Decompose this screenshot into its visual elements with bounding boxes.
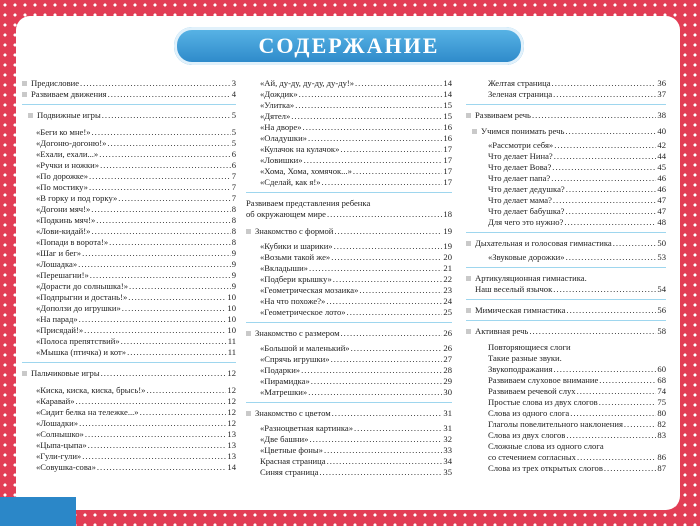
toc-entry[interactable]: «Геометрическая мозаика» ..... 23	[246, 285, 452, 296]
toc-entry[interactable]: «Подбери крышку» ..... 22	[246, 274, 452, 285]
toc-entry[interactable]: Слова из одного слога ..... 80	[466, 408, 666, 419]
toc-entry[interactable]: Что делает бабушка? ..... 47	[466, 206, 666, 217]
toc-entry[interactable]: «Лови-кидай!» ..... 8	[22, 226, 236, 237]
toc-entry[interactable]: «Большой и маленький» ..... 26	[246, 343, 452, 354]
divider	[246, 402, 452, 403]
toc-entry[interactable]: «Звуковые дорожки» ..... 53	[466, 252, 666, 263]
toc-column-3	[466, 78, 666, 474]
toc-entry[interactable]: Знакомство с формой ..... 19	[246, 226, 452, 237]
toc-column-2	[246, 78, 452, 478]
toc-entry[interactable]: «Подпрыгни и достань!» ..... 10	[22, 292, 236, 303]
toc-entry[interactable]: Знакомство с размером ..... 26	[246, 328, 452, 339]
toc-entry[interactable]: «Солнышко» ..... 13	[22, 429, 236, 440]
toc-entry[interactable]: «Ловишки» ..... 17	[246, 155, 452, 166]
toc-entry[interactable]: «Лошадка» ..... 9	[22, 259, 236, 270]
toc-entry[interactable]: Красная страница ..... 34	[246, 456, 452, 467]
toc-group	[246, 328, 452, 398]
toc-entry[interactable]: «На дворе» ..... 16	[246, 122, 452, 133]
divider	[466, 267, 666, 268]
toc-entry-line1[interactable]: Такие разные звуки.	[488, 353, 562, 363]
toc-entry[interactable]: «Гули-гули» ..... 13	[22, 451, 236, 462]
corner-bar	[0, 497, 76, 526]
toc-entry[interactable]: «Рассмотри себя» ..... 42	[466, 140, 666, 151]
toc-entry[interactable]: Что делает Нина? ..... 44	[466, 151, 666, 162]
toc-entry[interactable]: «Ай, ду-ду, ду-ду, ду-ду!» ..... 14	[246, 78, 452, 89]
toc-entry[interactable]: «Полоса препятствий» ..... 11	[22, 336, 236, 347]
toc-entry[interactable]: «Подкинь мяч!» ..... 8	[22, 215, 236, 226]
toc-group	[246, 198, 452, 220]
divider	[466, 232, 666, 233]
toc-entry[interactable]: «Хома, Хома, хомячок...» ..... 17	[246, 166, 452, 177]
toc-entry[interactable]: Подвижные игры ..... 5	[22, 110, 236, 121]
toc-entry[interactable]: Развиваем слуховое внимание ..... 68	[466, 375, 666, 386]
toc-entry[interactable]: «Дятел» ..... 15	[246, 111, 452, 122]
toc-entry[interactable]: «Лошадки» ..... 12	[22, 418, 236, 429]
divider	[466, 299, 666, 300]
toc-entry[interactable]: Мимическая гимнастика ..... 56	[466, 305, 666, 316]
toc-entry[interactable]: «Доползи до игрушки» ..... 10	[22, 303, 236, 314]
divider	[22, 104, 236, 105]
toc-entry[interactable]: Для чего это нужно? ..... 48	[466, 217, 666, 228]
toc-entry[interactable]: Глаголы повелительного наклонения ..... 82	[466, 419, 666, 430]
toc-entry[interactable]: Звукоподражания ..... 60	[466, 364, 666, 375]
divider	[466, 104, 666, 105]
toc-entry[interactable]: «По дорожке» ..... 7	[22, 171, 236, 182]
toc-entry[interactable]: «Дорасти до солнышка!» ..... 9	[22, 281, 236, 292]
toc-entry[interactable]: «Две башни» ..... 32	[246, 434, 452, 445]
toc-entry[interactable]: «На парад» ..... 10	[22, 314, 236, 325]
toc-entry[interactable]: «Кубики и шарики» ..... 19	[246, 241, 452, 252]
toc-entry[interactable]: «Дождик» ..... 14	[246, 89, 452, 100]
toc-entry[interactable]: Пальчиковые игры ..... 12	[22, 368, 236, 379]
toc-entry[interactable]: «Кулачок на кулачок» ..... 17	[246, 144, 452, 155]
toc-entry[interactable]: «Каравай» ..... 12	[22, 396, 236, 407]
toc-entry[interactable]: Что делает дедушка? ..... 46	[466, 184, 666, 195]
toc-entry[interactable]: Предисловие ..... 3	[22, 78, 236, 89]
toc-entry[interactable]: «Догони мяч!» ..... 8	[22, 204, 236, 215]
toc-group	[22, 78, 236, 100]
toc-entry[interactable]: Наш веселый язычок ..... 54	[466, 284, 666, 295]
toc-entry[interactable]: «Сделай, как я!» ..... 17	[246, 177, 452, 188]
toc-entry[interactable]: Простые слова из двух слогов ..... 75	[466, 397, 666, 408]
toc-entry-line1[interactable]: Сложные слова из одного слога	[488, 441, 604, 451]
toc-group	[466, 110, 666, 228]
toc-entry[interactable]: «Матрешки» ..... 30	[246, 387, 452, 398]
toc-entry[interactable]: Желтая страница ..... 36	[466, 78, 666, 89]
toc-entry[interactable]: Развиваем речевой слух ..... 74	[466, 386, 666, 397]
toc-entry[interactable]: Знакомство с цветом ..... 31	[246, 408, 452, 419]
toc-group	[466, 305, 666, 316]
toc-entry[interactable]: «Сидит белка на тележке...» ..... 12	[22, 407, 236, 418]
divider	[466, 320, 666, 321]
toc-entry[interactable]: «На что похоже?» ..... 24	[246, 296, 452, 307]
toc-group	[246, 78, 452, 188]
toc-group	[246, 226, 452, 318]
divider	[246, 192, 452, 193]
toc-entry[interactable]: Слова из двух слогов ..... 83	[466, 430, 666, 441]
toc-entry[interactable]: «Присядай!» ..... 10	[22, 325, 236, 336]
toc-group	[22, 110, 236, 358]
toc-entry[interactable]: «Возьми такой же» ..... 20	[246, 252, 452, 263]
toc-entry[interactable]: Активная речь ..... 58	[466, 326, 666, 337]
toc-entry[interactable]: «Перешагни!» ..... 9	[22, 270, 236, 281]
toc-entry[interactable]: «Ручки и ножки» ..... 6	[22, 160, 236, 171]
toc-entry[interactable]: «Беги ко мне!» ..... 5	[22, 127, 236, 138]
toc-entry[interactable]: «Разноцветная картинка» ..... 31	[246, 423, 452, 434]
toc-entry[interactable]: Что делает Вова? ..... 45	[466, 162, 666, 173]
toc-entry[interactable]: Что делает папа? ..... 46	[466, 173, 666, 184]
toc-entry[interactable]: «Цветные фоны» ..... 33	[246, 445, 452, 456]
toc-entry[interactable]: со стечением согласных ..... 86	[466, 452, 666, 463]
toc-entry[interactable]: «Спрячь игрушки» ..... 27	[246, 354, 452, 365]
toc-entry[interactable]: «Ехали, ехали...» ..... 6	[22, 149, 236, 160]
divider	[246, 322, 452, 323]
toc-entry-line1[interactable]: Артикуляционная гимнастика.	[466, 273, 666, 284]
divider	[22, 362, 236, 363]
page-title: СОДЕРЖАНИЕ	[174, 27, 524, 65]
toc-entry[interactable]: Дыхательная и голосовая гимнастика ..... 50	[466, 238, 666, 249]
toc-entry-line1[interactable]: Развиваем представления ребенка	[246, 198, 371, 208]
toc-entry[interactable]: «По мостику» ..... 7	[22, 182, 236, 193]
toc-entry[interactable]: «Геометрическое лото» ..... 25	[246, 307, 452, 318]
toc-entry[interactable]: «Пирамидка» ..... 29	[246, 376, 452, 387]
toc-entry[interactable]: «Совушка-сова» ..... 14	[22, 462, 236, 473]
toc-column-1	[22, 78, 236, 473]
toc-entry[interactable]: «Цыпа-цыпа» ..... 13	[22, 440, 236, 451]
toc-entry[interactable]: «В горку и под горку» ..... 7	[22, 193, 236, 204]
toc-group	[466, 78, 666, 100]
toc-group	[22, 368, 236, 473]
toc-entry[interactable]: об окружающем мире ..... 18	[246, 209, 452, 220]
toc-entry[interactable]: Слова из трех открытых слогов ..... 87	[466, 463, 666, 474]
toc-group	[246, 408, 452, 478]
toc-entry[interactable]: Развиваем речь ..... 38	[466, 110, 666, 121]
toc-entry[interactable]: «Вкладыши» ..... 21	[246, 263, 452, 274]
toc-entry[interactable]: Синяя страница ..... 35	[246, 467, 452, 478]
toc-entry[interactable]: Развиваем движения ..... 4	[22, 89, 236, 100]
toc-entry[interactable]: Что делает мама? ..... 47	[466, 195, 666, 206]
toc-entry[interactable]: «Мышка (птичка) и кот» ..... 11	[22, 347, 236, 358]
toc-group	[466, 238, 666, 263]
toc-group	[466, 326, 666, 474]
toc-entry-line1[interactable]: Повторяющиеся слоги	[488, 342, 571, 352]
toc-entry[interactable]: Зеленая страница ..... 37	[466, 89, 666, 100]
toc-entry[interactable]: «Оладушки» ..... 16	[246, 133, 452, 144]
toc-entry[interactable]: «Подарки» ..... 28	[246, 365, 452, 376]
toc-entry[interactable]: «Улитка» ..... 15	[246, 100, 452, 111]
toc-entry[interactable]: «Попади в ворота!» ..... 8	[22, 237, 236, 248]
toc-group	[466, 273, 666, 295]
toc-entry[interactable]: Учимся понимать речь ..... 40	[466, 126, 666, 137]
toc-entry[interactable]: «Догоню-догоню!» ..... 5	[22, 138, 236, 149]
toc-entry[interactable]: «Киска, киска, киска, брысь!» ..... 12	[22, 385, 236, 396]
toc-entry[interactable]: «Шаг и бег» ..... 9	[22, 248, 236, 259]
